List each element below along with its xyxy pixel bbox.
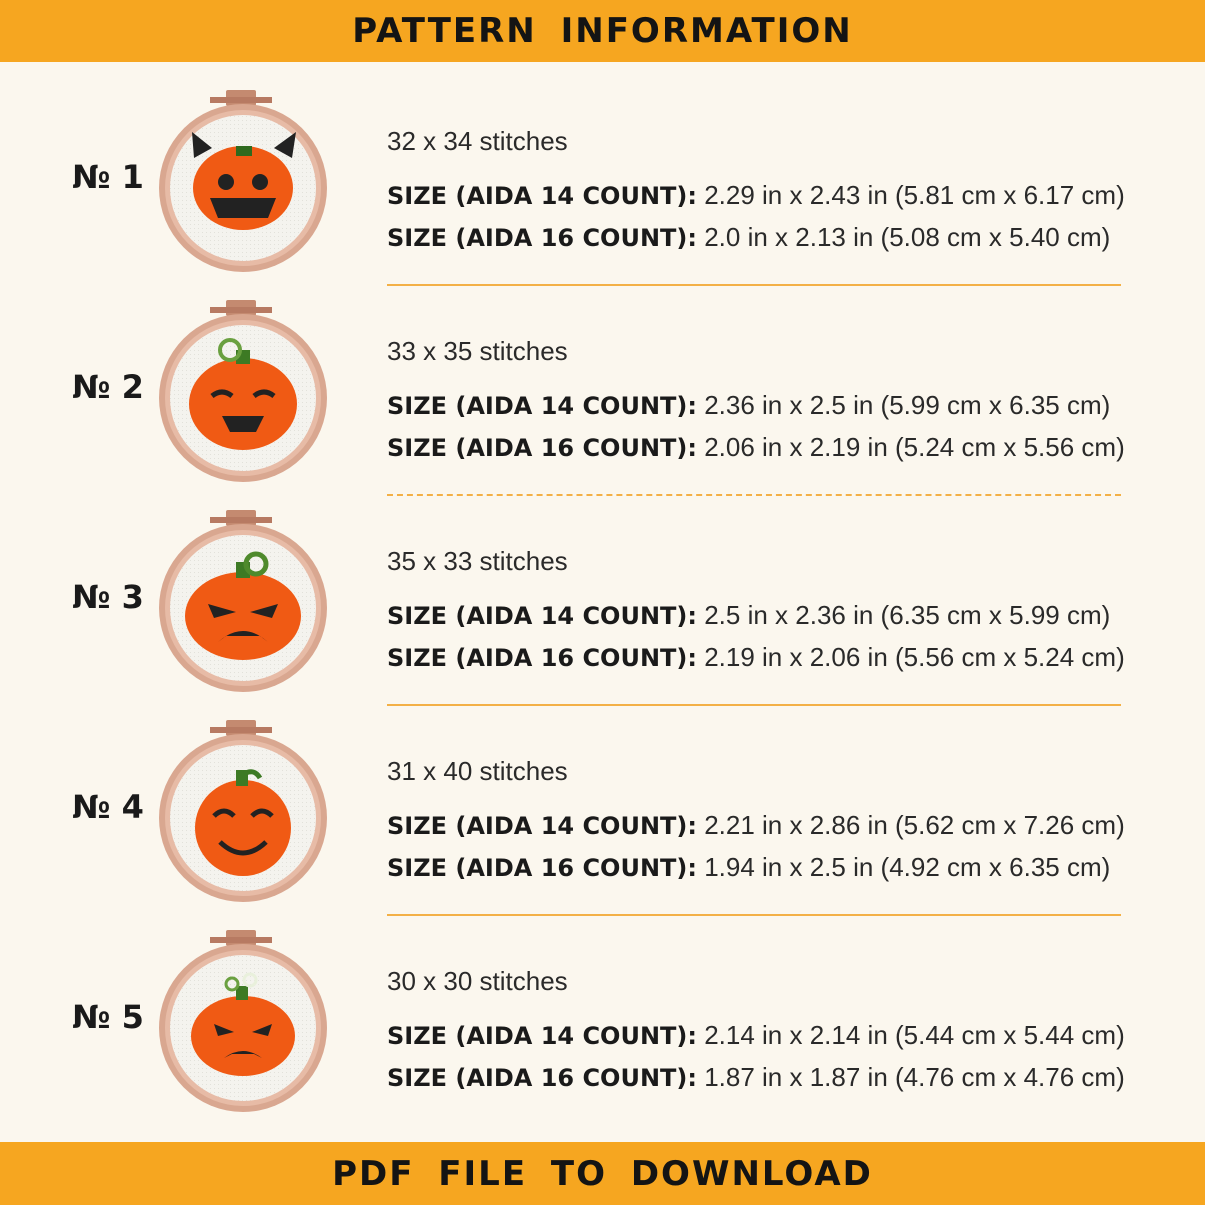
pattern-row-3	[0, 508, 1205, 718]
size-aida14-value: 2.36 in x 2.5 in (5.99 cm x 6.35 cm)	[696, 390, 1111, 420]
size-aida14-value: 2.21 in x 2.86 in (5.62 cm x 7.26 cm)	[696, 810, 1125, 840]
row-divider	[387, 494, 1121, 496]
stitch-count: 33 x 35 stitches	[387, 336, 568, 366]
pattern-row-4	[0, 718, 1205, 928]
stitch-count: 30 x 30 stitches	[387, 966, 568, 996]
pattern-row-5	[0, 928, 1205, 1138]
pattern-number: № 5	[72, 998, 144, 1036]
size-aida16	[387, 642, 1125, 673]
size-aida14-label: SIZE (AIDA 14 COUNT):	[387, 182, 697, 210]
size-aida14	[387, 810, 1125, 841]
size-aida14	[387, 1020, 1125, 1051]
size-aida16-value: 2.19 in x 2.06 in (5.56 cm x 5.24 cm)	[696, 642, 1125, 672]
header-title: PATTERN INFORMATION	[352, 11, 853, 51]
size-aida16-label: SIZE (AIDA 16 COUNT):	[387, 224, 697, 252]
footer-title: PDF FILE TO DOWNLOAD	[332, 1153, 873, 1194]
size-aida14-label: SIZE (AIDA 14 COUNT):	[387, 812, 697, 840]
pattern-number: № 4	[72, 788, 144, 826]
size-aida16-label: SIZE (AIDA 16 COUNT):	[387, 1064, 697, 1092]
pattern-row-1	[0, 88, 1205, 298]
size-aida16-value: 2.0 in x 2.13 in (5.08 cm x 5.40 cm)	[696, 222, 1111, 252]
size-aida16	[387, 852, 1110, 883]
size-aida16	[387, 432, 1125, 463]
size-aida16	[387, 222, 1110, 253]
pattern-row-2	[0, 298, 1205, 508]
size-aida14-label: SIZE (AIDA 14 COUNT):	[387, 1022, 697, 1050]
size-aida14-label: SIZE (AIDA 14 COUNT):	[387, 392, 697, 420]
stitch-count: 31 x 40 stitches	[387, 756, 568, 786]
size-aida16-value: 1.87 in x 1.87 in (4.76 cm x 4.76 cm)	[696, 1062, 1125, 1092]
header-banner	[0, 0, 1205, 62]
row-divider	[387, 704, 1121, 706]
pumpkin-angry-icon	[150, 928, 340, 1128]
stitch-count: 35 x 33 stitches	[387, 546, 568, 576]
pattern-number: № 2	[72, 368, 144, 406]
pumpkin-smiling-icon	[150, 298, 340, 498]
pattern-number: № 1	[72, 158, 144, 196]
pattern-number: № 3	[72, 578, 144, 616]
size-aida14-label: SIZE (AIDA 14 COUNT):	[387, 602, 697, 630]
row-divider	[387, 284, 1121, 286]
pumpkin-laughing-icon	[150, 718, 340, 918]
pumpkin-frowning-icon	[150, 508, 340, 708]
size-aida14	[387, 600, 1110, 631]
size-aida14-value: 2.5 in x 2.36 in (6.35 cm x 5.99 cm)	[696, 600, 1111, 630]
stitch-count: 32 x 34 stitches	[387, 126, 568, 156]
footer-banner	[0, 1142, 1205, 1205]
size-aida14	[387, 390, 1110, 421]
pumpkin-devil-horns-icon	[150, 88, 340, 288]
size-aida16-label: SIZE (AIDA 16 COUNT):	[387, 854, 697, 882]
size-aida16-value: 2.06 in x 2.19 in (5.24 cm x 5.56 cm)	[696, 432, 1125, 462]
size-aida14	[387, 180, 1125, 211]
size-aida16	[387, 1062, 1125, 1093]
size-aida16-value: 1.94 in x 2.5 in (4.92 cm x 6.35 cm)	[696, 852, 1111, 882]
size-aida14-value: 2.29 in x 2.43 in (5.81 cm x 6.17 cm)	[696, 180, 1125, 210]
size-aida16-label: SIZE (AIDA 16 COUNT):	[387, 434, 697, 462]
size-aida16-label: SIZE (AIDA 16 COUNT):	[387, 644, 697, 672]
row-divider	[387, 914, 1121, 916]
size-aida14-value: 2.14 in x 2.14 in (5.44 cm x 5.44 cm)	[696, 1020, 1125, 1050]
